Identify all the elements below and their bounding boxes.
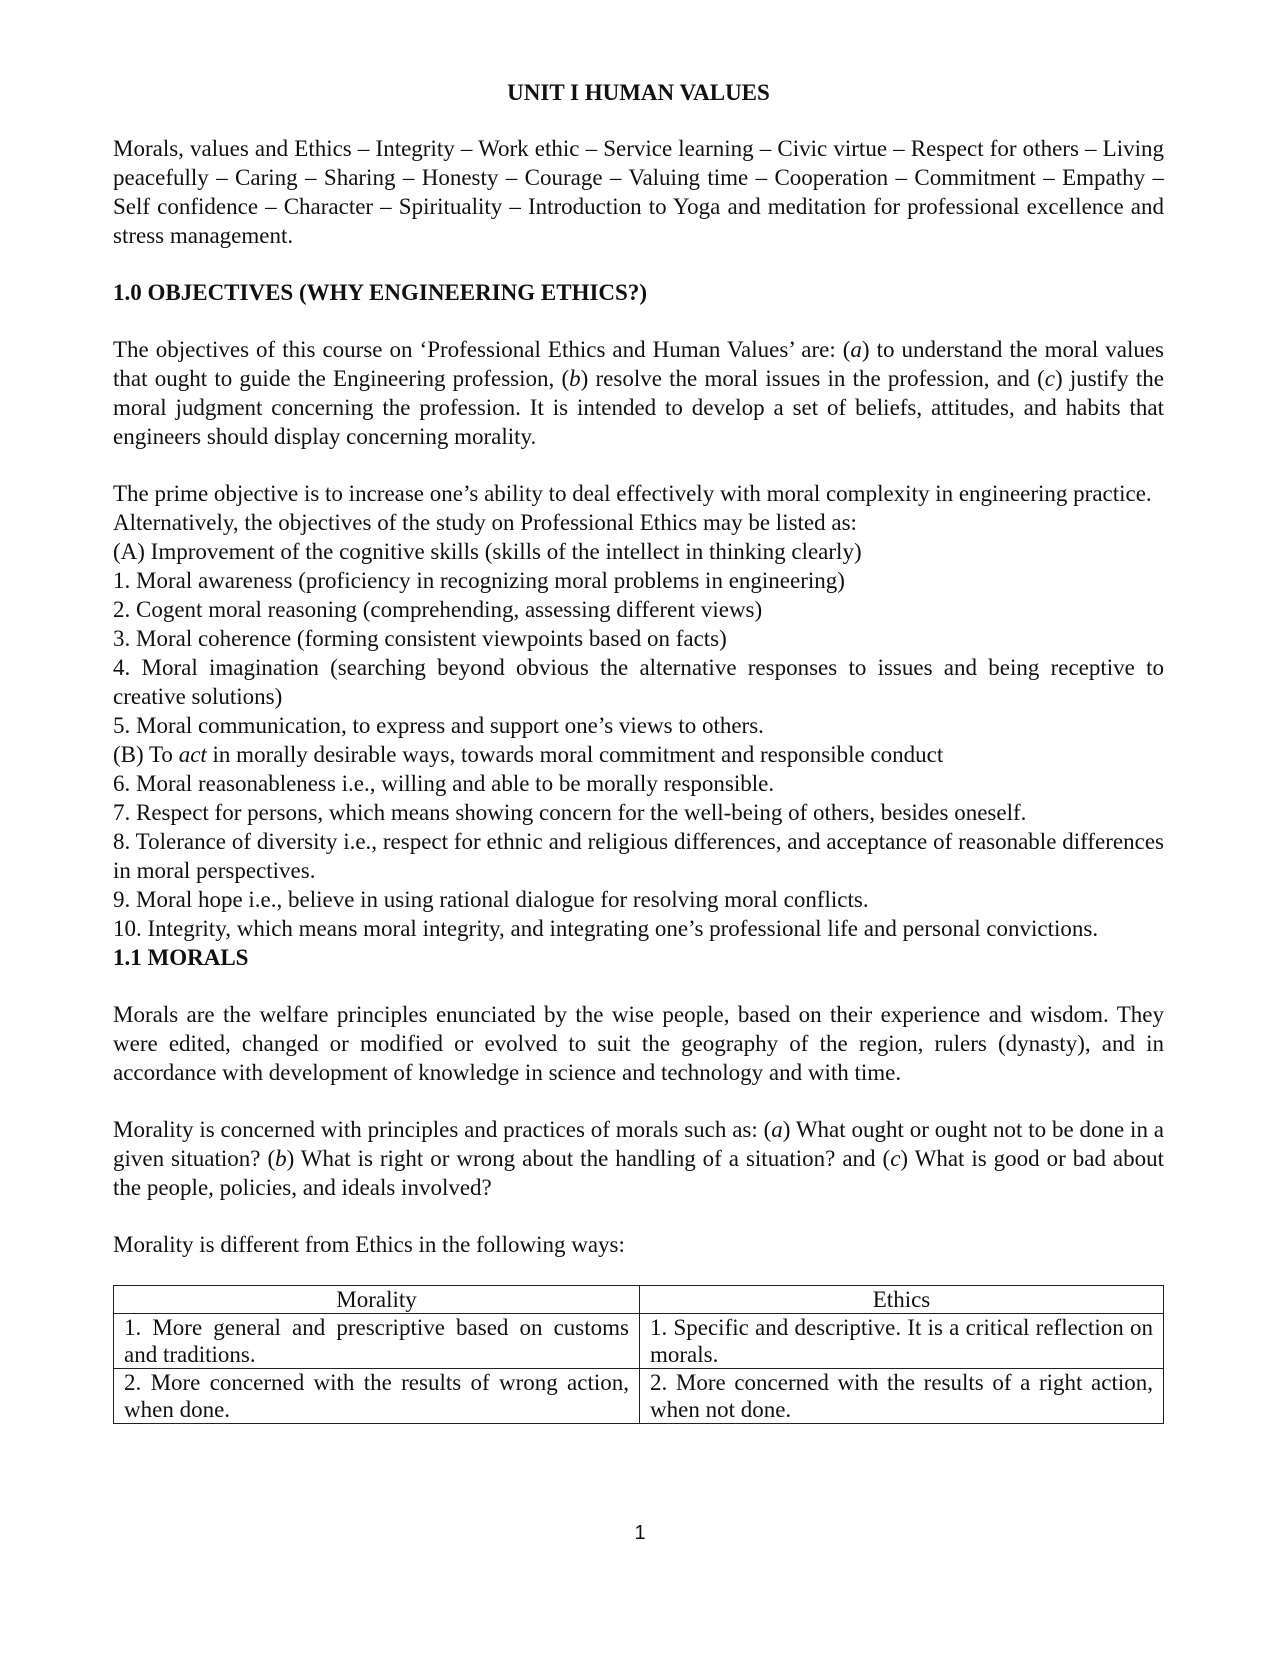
table-row: [114, 1314, 1164, 1369]
syllabus-paragraph: Morals, values and Ethics – Integrity – Work ethic – Service learning – Civic virtue – Respect for others – Living peacefully – Caring – Sharing – Honesty – Courage – Valuing time – Cooperation – Commitment – Empathy – Self confidence – Character – Spirituality – Introduction to Yoga and meditation for professional excellence and stress management.: [113, 136, 1164, 248]
list-item: 8. Tolerance of diversity i.e., respect for ethnic and religious differences, and acceptance of reasonable differences in moral perspectives.: [113, 829, 1164, 883]
objectives-paragraph: The objectives of this course on ‘Professional Ethics and Human Values’ are: (a) to understand the moral values that ought to guide the Engineering profession, (b) resolve the moral issues in the profession, and (c) justify the moral judgment concerning the profession. It is intended to develop a set of beliefs, attitudes, and habits that engineers should display concerning morality.: [113, 337, 1164, 449]
list-item: 6. Moral reasonableness i.e., willing and able to be morally responsible.: [113, 771, 775, 796]
list-item: 5. Moral communication, to express and support one’s views to others.: [113, 713, 764, 738]
page-number: 1: [634, 1522, 646, 1544]
table-header-ethics: Ethics: [640, 1286, 1164, 1314]
table-cell: 1. More general and prescriptive based on customs and traditions.: [114, 1314, 640, 1369]
section-heading-morals: 1.1 MORALS: [113, 945, 249, 970]
table-row: [114, 1369, 1164, 1424]
morals-paragraph: Morals are the welfare principles enunciated by the wise people, based on their experience and wisdom. They were edited, changed or modified or evolved to suit the geography of the region, rulers (dynasty), and in accordance with development of knowledge in science and technology and with time.: [113, 1002, 1164, 1085]
alternative-intro: Alternatively, the objectives of the study on Professional Ethics may be listed as:: [113, 510, 857, 535]
table-cell: 1. Specific and descriptive. It is a critical reflection on morals.: [640, 1314, 1164, 1369]
prime-objective-paragraph: The prime objective is to increase one’s ability to deal effectively with moral complexity in engineering practice.: [113, 481, 1152, 506]
cognitive-skills-heading: (A) Improvement of the cognitive skills (skills of the intellect in thinking clearly): [113, 539, 862, 564]
table-cell: 2. More concerned with the results of wrong action, when done.: [114, 1369, 640, 1424]
list-item: 3. Moral coherence (forming consistent viewpoints based on facts): [113, 626, 727, 651]
list-item: 2. Cogent moral reasoning (comprehending, assessing different views): [113, 597, 763, 622]
document-page: [113, 80, 1164, 1424]
unit-title: UNIT I HUMAN VALUES: [507, 80, 770, 105]
list-item: 7. Respect for persons, which means showing concern for the well-being of others, besides oneself.: [113, 800, 1027, 825]
section-heading-objectives: 1.0 OBJECTIVES (WHY ENGINEERING ETHICS?): [113, 280, 647, 305]
moral-conduct-heading: (B) To act in morally desirable ways, towards moral commitment and responsible conduct: [113, 742, 944, 767]
list-item: 10. Integrity, which means moral integrity, and integrating one’s professional life and personal convictions.: [113, 916, 1099, 941]
list-item: 9. Moral hope i.e., believe in using rational dialogue for resolving moral conflicts.: [113, 887, 869, 912]
table-header-row: [114, 1286, 1164, 1314]
table-header-morality: Morality: [114, 1286, 640, 1314]
comparison-intro: Morality is different from Ethics in the following ways:: [113, 1232, 625, 1257]
list-item: 1. Moral awareness (proficiency in recognizing moral problems in engineering): [113, 568, 845, 593]
list-item: 4. Moral imagination (searching beyond obvious the alternative responses to issues and being receptive to creative solutions): [113, 655, 1164, 709]
morality-paragraph: Morality is concerned with principles and practices of morals such as: (a) What ought or ought not to be done in a given situation? (b) What is right or wrong about the handling of a situation? and (c) What is good or bad about the people, policies, and ideals involved?: [113, 1117, 1165, 1200]
table-cell: 2. More concerned with the results of a right action, when not done.: [640, 1369, 1164, 1424]
morality-ethics-table: [113, 1285, 1164, 1424]
